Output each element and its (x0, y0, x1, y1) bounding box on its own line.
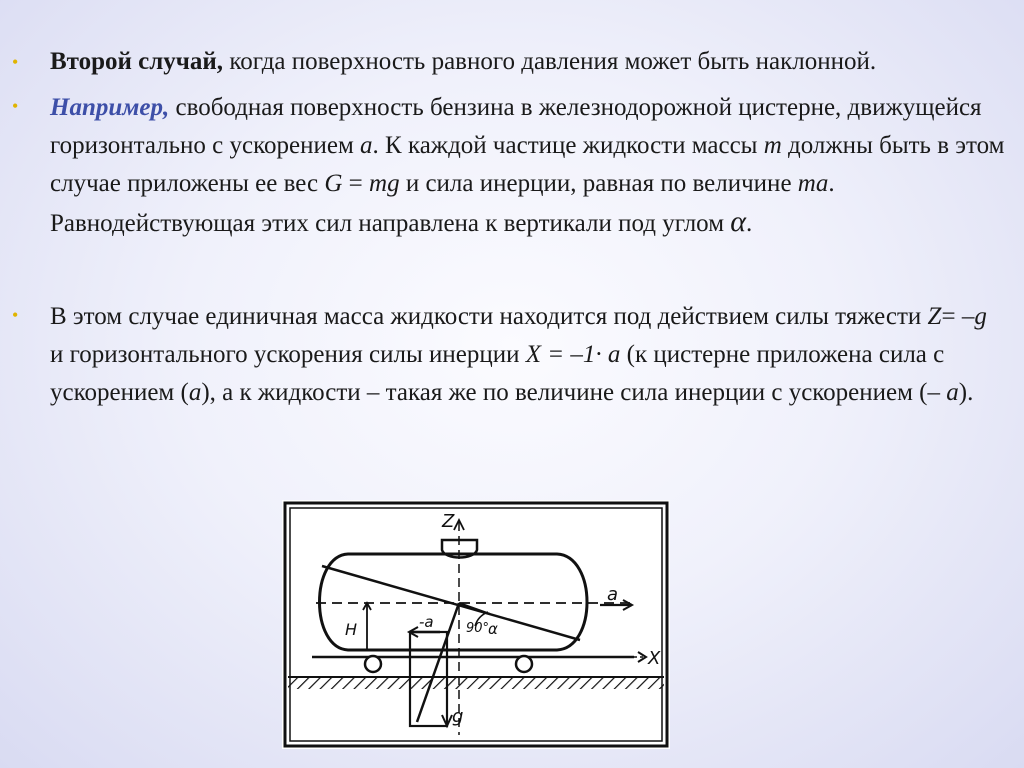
label-g: g (452, 706, 464, 727)
var-mg: mg (369, 170, 400, 197)
paragraph-unit-mass (50, 298, 1005, 412)
tank-body (320, 554, 588, 650)
text: = (941, 303, 962, 330)
label-h: H (345, 620, 358, 639)
text: . К каждой частице жидкости массы (372, 132, 764, 159)
bullet-marker: • (12, 305, 19, 325)
var-a: a (188, 379, 202, 406)
text: (к цистерне приложена сила с ускорением ( (50, 341, 945, 406)
lead-example: Например, (50, 94, 170, 121)
text: и сила инерции, равная по величине (399, 170, 798, 197)
bullet-marker: • (12, 96, 19, 116)
var-g-weight: G (324, 170, 343, 197)
label-alpha: α (488, 620, 498, 638)
text: ), а к жидкости – такая же по величине сила инерции с ускорением ( (201, 379, 928, 406)
normal-line (459, 603, 490, 614)
var-m: m (763, 132, 782, 159)
var-x-expr: X = –1· a (525, 341, 621, 368)
text: когда поверхность равного давления может быть наклонной. (223, 48, 877, 75)
bullet-marker: • (12, 52, 19, 72)
lead-second-case: Второй случай, (50, 48, 224, 75)
var-z: Z (927, 303, 942, 330)
var-a: a (360, 132, 373, 159)
var-alpha: α (730, 205, 747, 238)
text: . (746, 210, 753, 237)
paragraph-second-case (50, 43, 1005, 81)
text: . Равнодействующая этих сил направлена к вертикали под углом (50, 170, 835, 237)
tank-diagram (282, 500, 670, 749)
label-x: X (648, 648, 661, 669)
var-minus-g: –g (961, 303, 987, 330)
ground-hatch (288, 677, 664, 689)
label-z: Z (442, 511, 455, 532)
label-minus-a: -a (419, 613, 434, 631)
label-a: a (607, 584, 619, 605)
wheel-right (516, 656, 532, 672)
label-angle: 90° (466, 621, 490, 636)
text: ). (958, 379, 974, 406)
text: и горизонтального ускорения силы инерции (50, 341, 526, 368)
paragraph-example (50, 89, 1005, 243)
tank-diagram-svg (282, 500, 670, 749)
wheel-left (365, 656, 381, 672)
text: В этом случае единичная масса жидкости находится под действием силы тяжести (50, 303, 928, 330)
text: свободная поверхность бензина в железнодорожной цистерне, движущейся горизонтально с ускорением (50, 94, 982, 159)
equals: = (342, 170, 370, 197)
text: должны быть в этом случае приложены ее вес (50, 132, 1005, 197)
var-ma: ma (797, 170, 829, 197)
var-minus-a: – a (927, 379, 959, 406)
